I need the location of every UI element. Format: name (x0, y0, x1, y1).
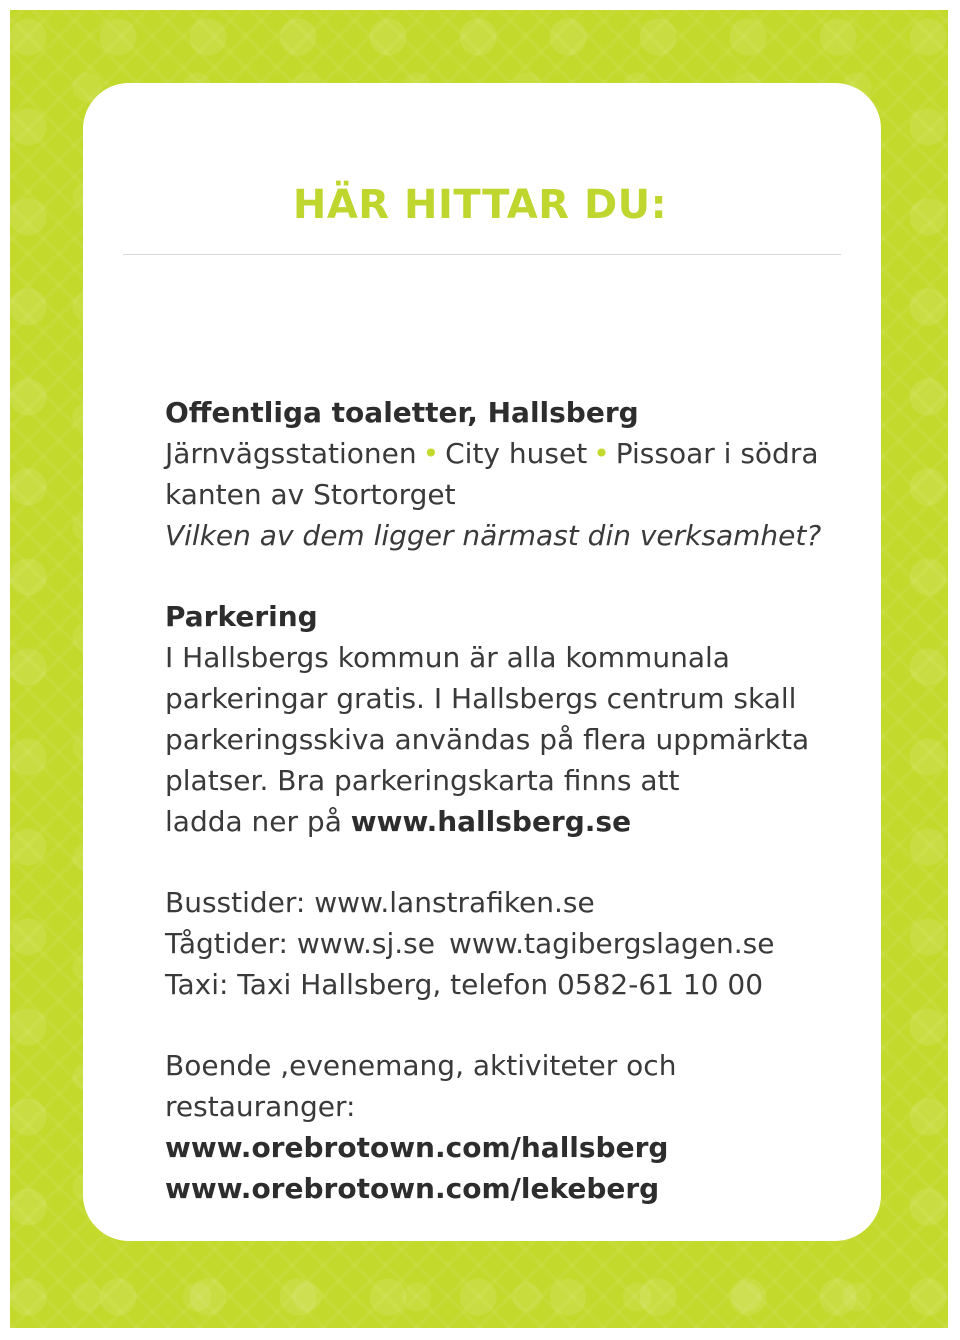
tourism-line: Boende ,evenemang, aktiviteter och (165, 1049, 677, 1082)
hallsberg-link[interactable]: www.hallsberg.se (350, 805, 632, 838)
bullet-separator: • (422, 437, 440, 470)
toilets-title: Offentliga toaletter, Hallsberg (165, 396, 639, 429)
toilets-places (165, 433, 865, 474)
parking-download-text: ladda ner på (165, 805, 351, 838)
info-content (165, 392, 865, 1209)
orebrotown-lekeberg-link[interactable]: www.orebrotown.com/lekeberg (165, 1172, 660, 1205)
taxi-info: Taxi: Taxi Hallsberg, telefon 0582-61 10 00 (165, 968, 764, 1001)
orebrotown-hallsberg-link[interactable]: www.orebrotown.com/hallsberg (165, 1131, 669, 1164)
bullet-separator: • (593, 437, 610, 470)
parking-line: parkeringar gratis. I Hallsbergs centrum skall (165, 682, 797, 715)
toilet-place: City huset (445, 437, 588, 470)
page-title: HÄR HITTAR DU: (292, 182, 668, 228)
parking-line: platser. Bra parkeringskarta finns att (165, 764, 680, 797)
parking-line: parkeringsskiva användas på flera uppmärkta (165, 723, 810, 756)
train-times (165, 923, 865, 964)
parking-line: I Hallsbergs kommun är alla kommunala (165, 641, 730, 674)
train-sj: Tågtider: www.sj.se (165, 927, 435, 960)
parking-line-last (165, 801, 865, 842)
divider (123, 254, 841, 255)
train-bergslagen: www.tagibergslagen.se (449, 927, 775, 960)
toilet-place: Pissoar i södra (615, 437, 819, 470)
tourism-line: restauranger: (165, 1090, 356, 1123)
toilet-place: Järnvägsstationen (165, 437, 417, 470)
toilets-question: Vilken av dem ligger närmast din verksamhet? (165, 519, 822, 552)
parking-title: Parkering (165, 600, 318, 633)
bus-times: Busstider: www.lanstrafiken.se (165, 886, 595, 919)
toilets-places-continued: kanten av Stortorget (165, 478, 456, 511)
